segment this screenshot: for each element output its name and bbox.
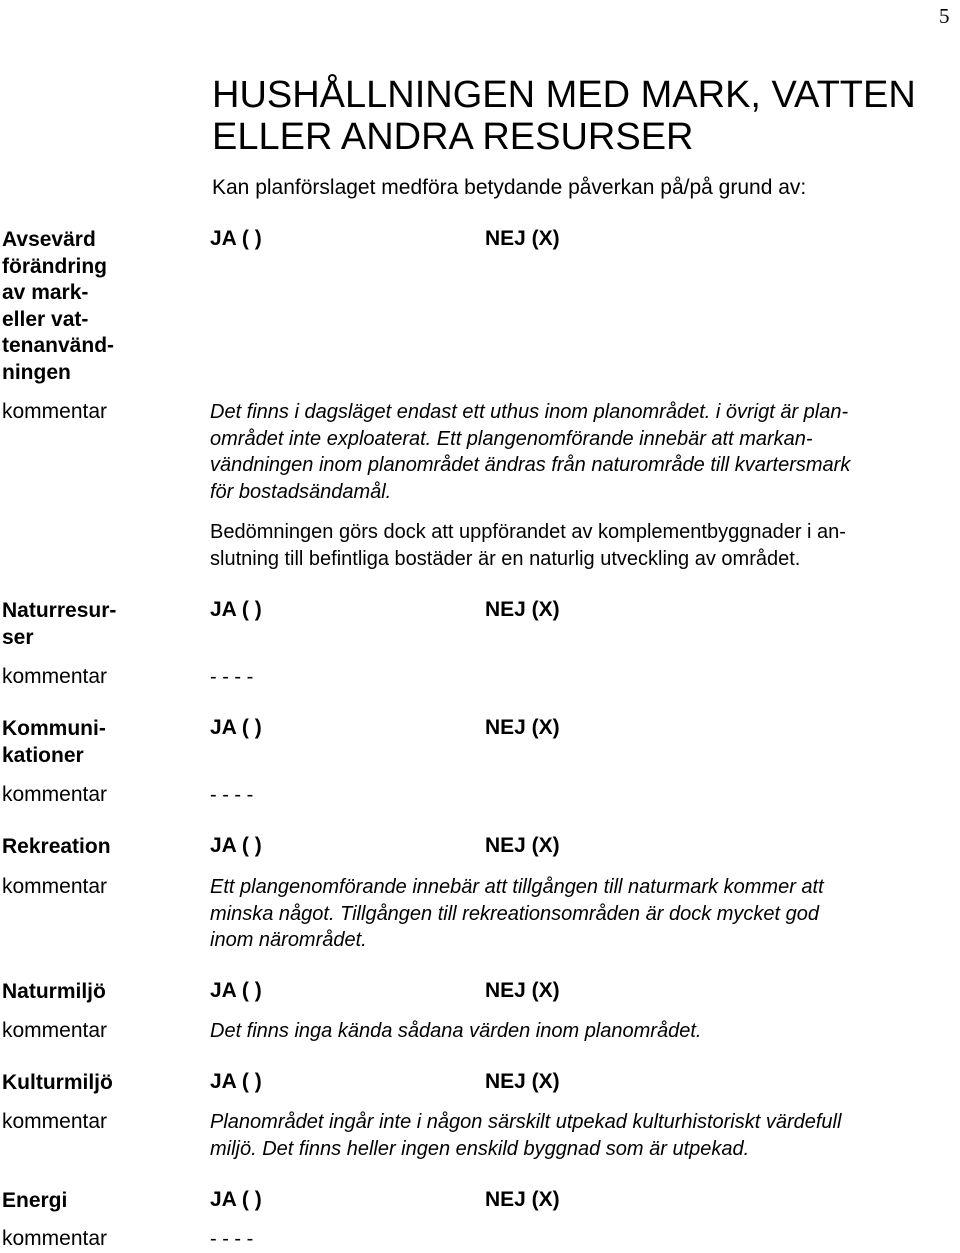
comment-text-kulturmiljo: Planområdet ingår inte i någon särskilt utpekad kulturhistoriskt värdefull miljö. Det finns heller ingen enskild byggnad som är utpekad. <box>210 1111 842 1160</box>
ja-option: JA ( ) <box>210 716 262 739</box>
heading-line-2: ELLER ANDRA RESURSER <box>212 116 694 158</box>
nej-option: NEJ (X) <box>485 979 560 1002</box>
section-title-naturmiljo: Naturmiljö <box>2 980 106 1003</box>
comment-label: kommentar <box>2 783 108 806</box>
ja-option: JA ( ) <box>210 1070 262 1093</box>
ja-option: JA ( ) <box>210 1188 262 1211</box>
section-title-kommunikationer: Kommuni- kationer <box>2 717 106 767</box>
nej-option: NEJ (X) <box>485 1070 560 1093</box>
comment-label: kommentar <box>2 1110 108 1133</box>
comment-text-markanvandning-2: Bedömningen görs dock att uppförandet av komplementbyggnader i an- slutning till befintliga bostäder är en naturlig utveckling av området. <box>210 521 846 570</box>
comment-text-naturresurser: - - - - <box>210 666 254 688</box>
ja-option: JA ( ) <box>210 979 262 1002</box>
section-title-naturresurser: Naturresur- ser <box>2 599 117 649</box>
nej-option: NEJ (X) <box>485 834 560 857</box>
ja-option: JA ( ) <box>210 598 262 621</box>
comment-text-energi: - - - - <box>210 1228 254 1250</box>
nej-option: NEJ (X) <box>485 598 560 621</box>
section-title-energi: Energi <box>2 1189 68 1212</box>
comment-label: kommentar <box>2 1227 108 1250</box>
comment-text-markanvandning: Det finns i dagsläget endast ett uthus inom planområdet. i övrigt är plan- området inte exploaterat. Ett plangenomförande innebär att markan- vändningen inom planområdet ändras från naturområde till kvartersmark för bostadsändamål. <box>210 401 851 503</box>
section-title-kulturmiljo: Kulturmiljö <box>2 1071 113 1094</box>
nej-option: NEJ (X) <box>485 716 560 739</box>
comment-text-naturmiljo: Det finns inga kända sådana värden inom planområdet. <box>210 1020 702 1042</box>
nej-option: NEJ (X) <box>485 227 560 250</box>
comment-label: kommentar <box>2 1019 108 1042</box>
heading-subtitle: Kan planförslaget medföra betydande påverkan på/på grund av: <box>212 176 807 199</box>
comment-text-kommunikationer: - - - - <box>210 784 254 806</box>
comment-label: kommentar <box>2 875 108 898</box>
comment-label: kommentar <box>2 665 108 688</box>
comment-text-rekreation: Ett plangenomförande innebär att tillgången till naturmark kommer att minska något. Tillgången till rekreationsområden är dock mycket god inom närområdet. <box>210 876 824 951</box>
comment-label: kommentar <box>2 400 108 423</box>
heading-line-1: HUSHÅLLNINGEN MED MARK, VATTEN <box>212 74 916 116</box>
nej-option: NEJ (X) <box>485 1188 560 1211</box>
section-title-markanvandning: Avsevärd förändring av mark- eller vat- tenanvänd- ningen <box>2 228 115 384</box>
section-title-rekreation: Rekreation <box>2 835 111 858</box>
page-number: 5 <box>939 4 950 28</box>
ja-option: JA ( ) <box>210 227 262 250</box>
ja-option: JA ( ) <box>210 834 262 857</box>
